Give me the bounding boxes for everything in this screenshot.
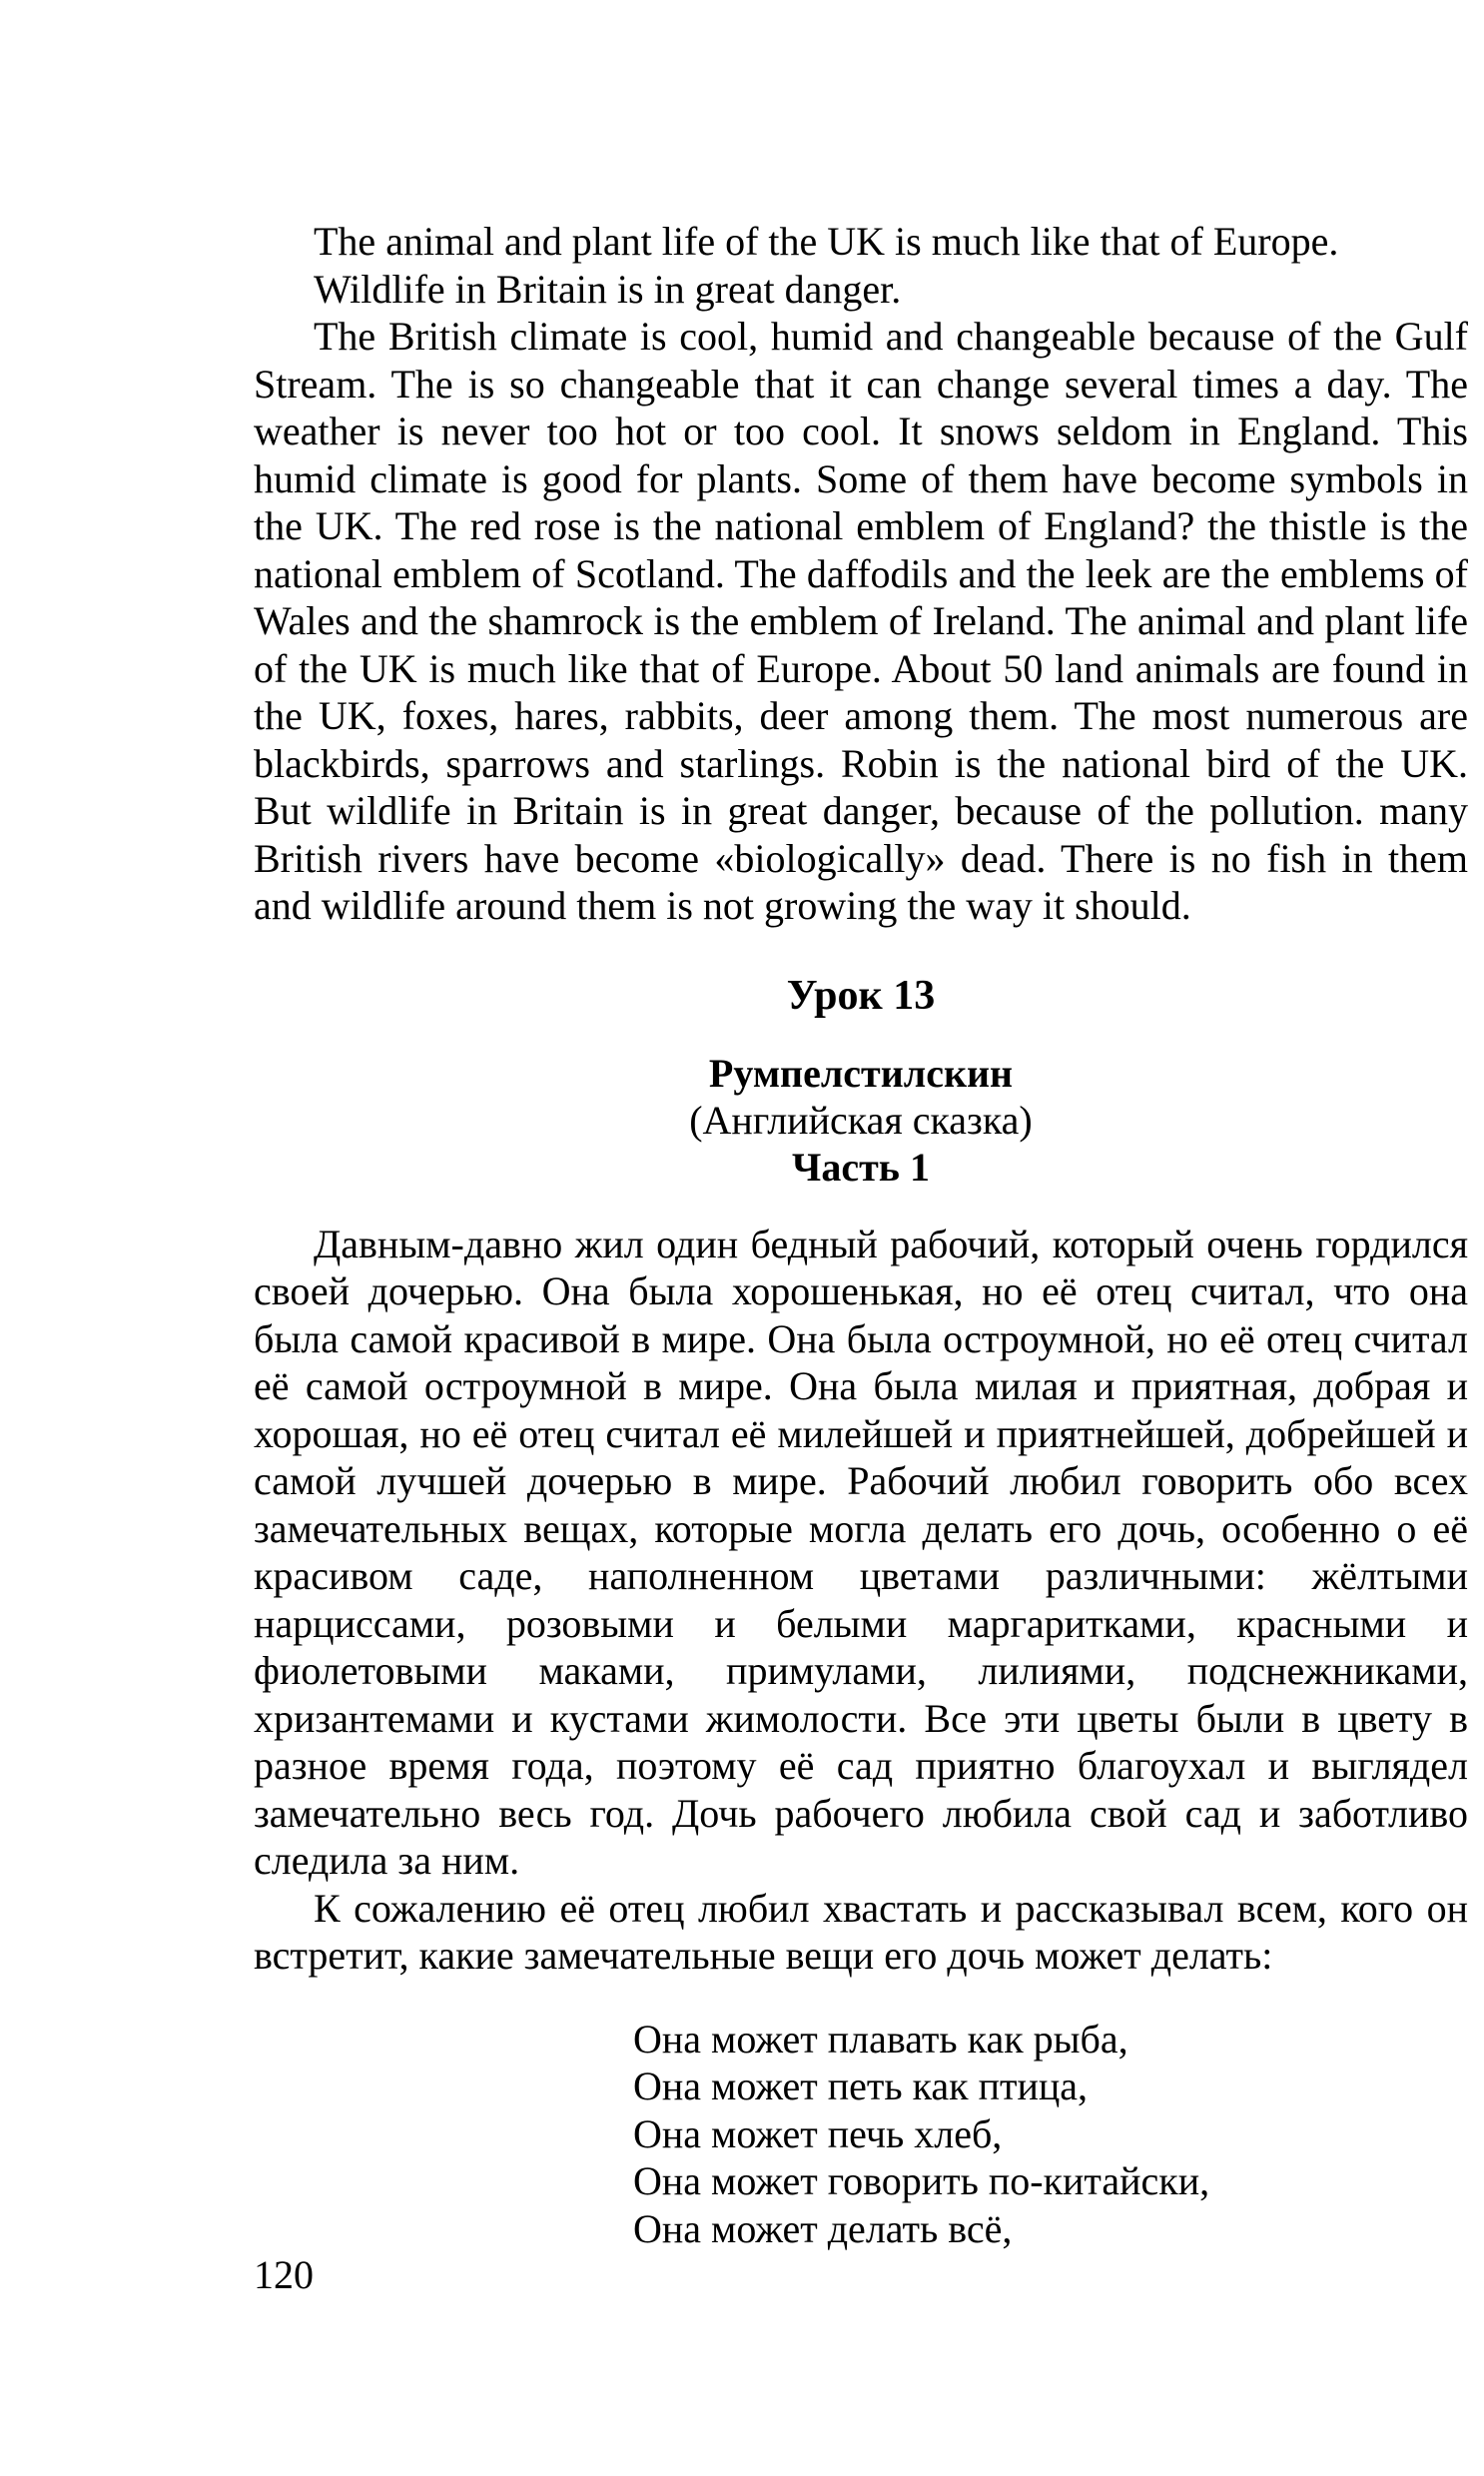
poem-line: Она может петь как птица, bbox=[633, 2063, 1089, 2108]
poem-line: Она может говорить по-китайски, bbox=[633, 2158, 1210, 2203]
poem-block bbox=[633, 2016, 1468, 2253]
story-title: Румпелстилскин bbox=[708, 1050, 1014, 1096]
english-paragraph-1: The animal and plant life of the UK is much like that of Europe. bbox=[314, 219, 1339, 264]
story-subtitle: (Английская сказка) bbox=[689, 1097, 1033, 1143]
poem-line: Она может плавать как рыба, bbox=[633, 2016, 1128, 2062]
poem-line: Она может делать всё, bbox=[633, 2205, 1013, 2251]
english-paragraph-2: Wildlife in Britain is in great danger. bbox=[314, 266, 902, 312]
english-paragraph-3: The British climate is cool, humid and changeable because of the Gulf Stream. The is so changeable that it can change several times a day. The weather is never too hot or too cool. It snows seldom in England. This humid climate is good for plants. Some of them have become symbols in the UK. The red rose is the national emblem of England? the thistle is the national emblem of Scotland. The daffodils and the leek are the emblems of Wales and the shamrock is the emblem of Ireland. The animal and plant life of the UK is much like that of Europe. About 50 land animals are found in the UK, foxes, hares, rabbits, deer among them. The most numerous are blackbirds, sparrows and starlings. Robin is the national bird of the UK. But wildlife in Britain is in great danger, because of the pollution. many British rivers have become «biologically» dead. There is no fish in them and wildlife around them is not growing the way it should. bbox=[254, 314, 1468, 928]
lesson-heading: Урок 13 bbox=[786, 972, 936, 1019]
russian-paragraph-2: К сожалению её отец любил хвастать и рассказывал всем, кого он встретит, какие замечательные вещи его дочь может делать: bbox=[254, 1885, 1468, 1978]
poem-line: Она может печь хлеб, bbox=[633, 2110, 1003, 2156]
page-content bbox=[254, 218, 1468, 2252]
page-number: 120 bbox=[254, 2252, 314, 2297]
russian-paragraph-1: Давным-давно жил один бедный рабочий, который очень гордился своей дочерью. Она была хорошенькая, но её отец считал, что она была самой красивой в мире. Она была остроумной, но её отец считал её самой остроумной в мире. Она была милая и приятная, добрая и хорошая, но её отец считал её милейшей и приятнейшей, добрейшей и самой лучшей дочерью в мире. Рабочий любил говорить обо всех замечательных вещах, которые могла делать его дочь, особенно о её красивом саде, наполненном цветами различными: жёлтыми нарциссами, розовыми и белыми маргаритками, красными и фиолетовыми маками, примулами, лилиями, подснежниками, хризантемами и кустами жимолости. Все эти цветы были в цвету в разное время года, поэтому её сад приятно благоухал и выглядел замечательно весь год. Дочь рабочего любила свой сад и заботливо следила за ним. bbox=[254, 1221, 1468, 1883]
part-heading: Часть 1 bbox=[792, 1144, 930, 1190]
